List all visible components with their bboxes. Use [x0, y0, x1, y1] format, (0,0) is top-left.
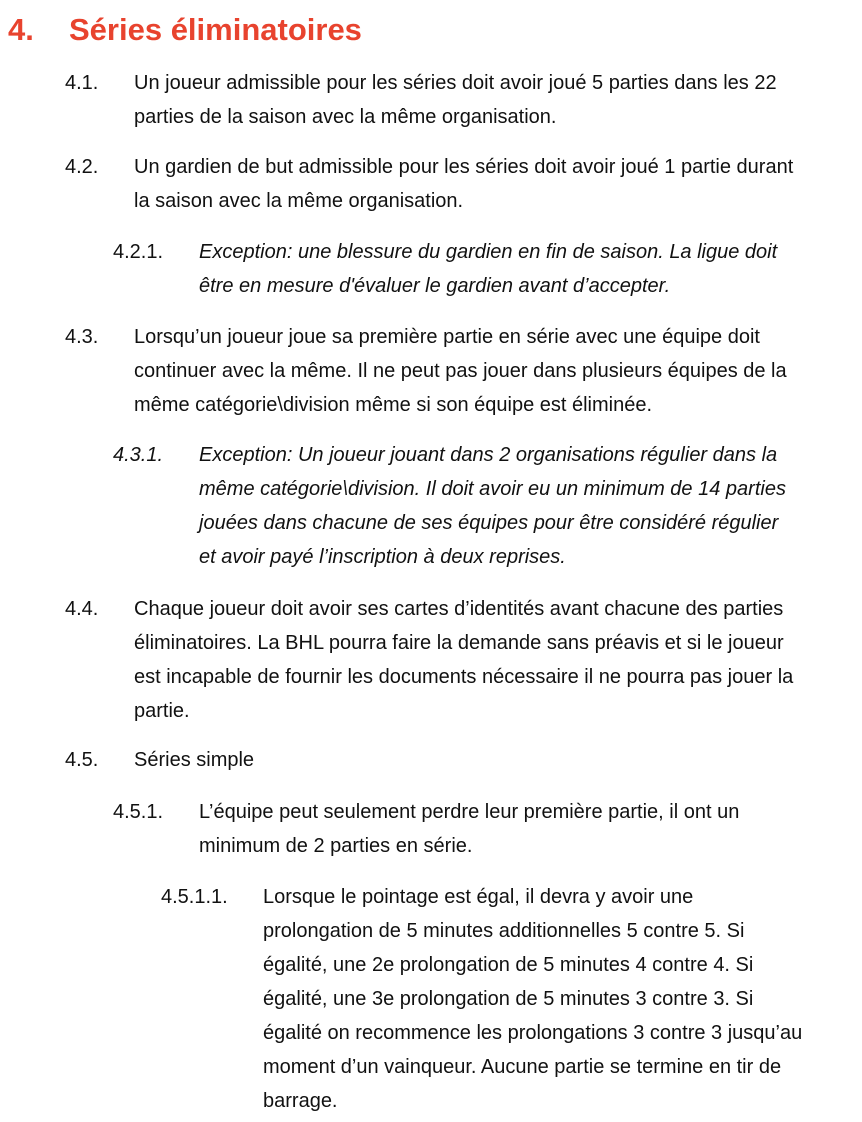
rule-text-line: même catégorie\division. Il doit avoir eu un minimum de 14 parties: [199, 478, 786, 500]
rule-text-line: minimum de 2 parties en série.: [199, 835, 473, 857]
rule-text: [199, 795, 855, 863]
rule-text-line: continuer avec la même. Il ne peut pas jouer dans plusieurs équipes de la: [134, 360, 787, 382]
rule-text-line: est incapable de fournir les documents nécessaire il ne pourra pas jouer la: [134, 666, 794, 688]
section-title: [8, 10, 362, 50]
rule-number: 4.3.1.: [113, 444, 164, 466]
section-title-text: Séries éliminatoires: [69, 12, 362, 47]
rule-number: 4.1.: [65, 72, 99, 94]
rule-text-line: parties de la saison avec la même organisation.: [134, 106, 557, 128]
rule-text-line: être en mesure d'évaluer le gardien avant d’accepter.: [199, 275, 671, 297]
rule-text-line: barrage.: [263, 1090, 338, 1112]
rule-text-line: égalité on recommence les prolongations 3 contre 3 jusqu’au: [263, 1022, 803, 1044]
rule-text-line: jouées dans chacune de ses équipes pour être considéré régulier: [199, 512, 779, 534]
rule-number: 4.2.: [65, 156, 99, 178]
rule-text-line: la saison avec la même organisation.: [134, 190, 464, 212]
rule-text: [199, 235, 855, 303]
rule-text-line: Un joueur admissible pour les séries doit avoir joué 5 parties dans les 22: [134, 72, 777, 94]
rule-text-line: même catégorie\division même si son équipe est éliminée.: [134, 394, 653, 416]
rule-text-line: Exception: Un joueur jouant dans 2 organisations régulier dans la: [199, 444, 778, 466]
rule-text-line: prolongation de 5 minutes additionnelles 5 contre 5. Si: [263, 920, 745, 942]
rule-number: 4.5.1.1.: [161, 886, 228, 908]
rule-text-line: et avoir payé l’inscription à deux reprises.: [199, 546, 566, 568]
rule-text: [134, 66, 855, 134]
rule-text: [199, 438, 855, 574]
rule-text-line: égalité, une 3e prolongation de 5 minutes 3 contre 3. Si: [263, 988, 754, 1010]
rule-text-line: égalité, une 2e prolongation de 5 minutes 4 contre 4. Si: [263, 954, 754, 976]
section-number: 4.: [8, 12, 34, 47]
rule-text: [134, 592, 855, 728]
rule-text: [263, 880, 855, 1118]
rule-text-line: Lorsqu’un joueur joue sa première partie en série avec une équipe doit: [134, 326, 760, 348]
rule-text-line: Lorsque le pointage est égal, il devra y avoir une: [263, 886, 694, 908]
rule-text-line: partie.: [134, 700, 190, 722]
rule-number: 4.5.: [65, 749, 99, 771]
rule-text-line: éliminatoires. La BHL pourra faire la demande sans préavis et si le joueur: [134, 632, 784, 654]
rule-number: 4.5.1.: [113, 801, 164, 823]
rule-number: 4.3.: [65, 326, 99, 348]
rule-number: 4.4.: [65, 598, 99, 620]
rule-text-line: L’équipe peut seulement perdre leur première partie, il ont un: [199, 801, 740, 823]
rule-text: [134, 743, 855, 777]
rule-text-line: Exception: une blessure du gardien en fin de saison. La ligue doit: [199, 241, 778, 263]
rule-text-line: Chaque joueur doit avoir ses cartes d’identités avant chacune des parties: [134, 598, 784, 620]
rule-text-line: Séries simple: [134, 749, 255, 771]
rule-text-line: Un gardien de but admissible pour les séries doit avoir joué 1 partie durant: [134, 156, 794, 178]
rule-text: [134, 320, 855, 422]
rule-text-line: moment d’un vainqueur. Aucune partie se termine en tir de: [263, 1056, 782, 1078]
rule-number: 4.2.1.: [113, 241, 164, 263]
rule-text: [134, 150, 855, 218]
